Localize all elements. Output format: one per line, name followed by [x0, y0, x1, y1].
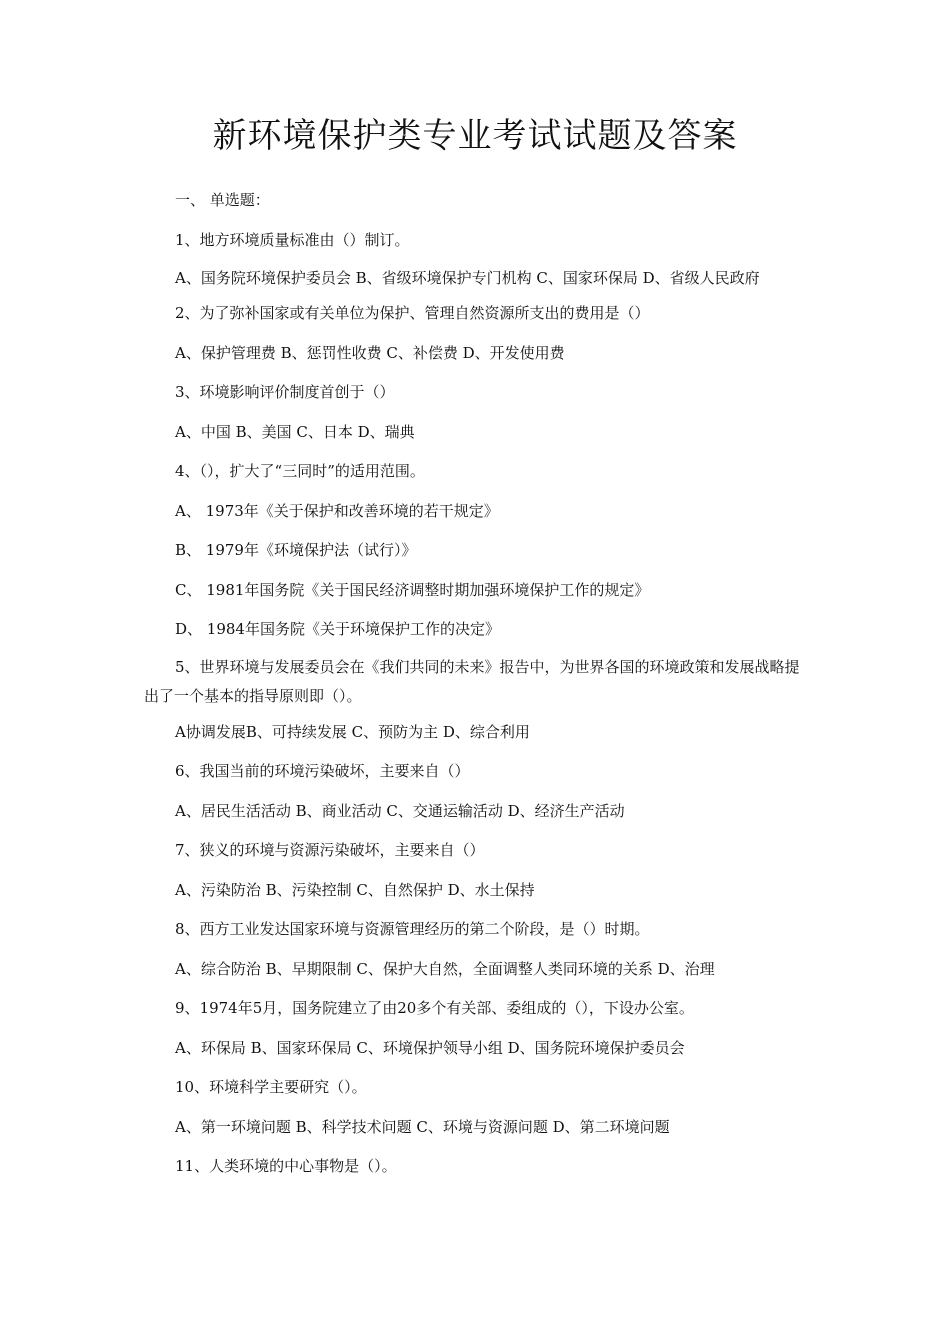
options-6: A、居民生活活动 B、商业活动 C、交通运输活动 D、经济生产活动 — [175, 801, 625, 820]
question-2: 2、为了弥补国家或有关单位为保护、管理自然资源所支出的费用是（） — [175, 304, 650, 322]
options-10: A、第一环境问题 B、科学技术问题 C、环境与资源问题 D、第二环境问题 — [175, 1117, 670, 1136]
question-4: 4、（），扩大了“三同时”的适用范围。 — [175, 462, 425, 480]
options-2: A、保护管理费 B、惩罚性收费 C、补偿费 D、开发使用费 — [175, 343, 565, 362]
question-3: 3、环境影响评价制度首创于（） — [175, 383, 395, 401]
option-4a: A、 1973年《关于保护和改善环境的若干规定》 — [175, 501, 499, 520]
question-7: 7、狭义的环境与资源污染破坏，主要来自（） — [175, 841, 485, 859]
question-6: 6、我国当前的环境污染破坏，主要来自（） — [175, 762, 470, 780]
options-8: A、综合防治 B、早期限制 C、保护大自然，全面调整人类同环境的关系 D、治理 — [175, 959, 715, 978]
question-10: 10、环境科学主要研究（）。 — [175, 1078, 367, 1096]
question-11: 11、人类环境的中心事物是（）。 — [175, 1157, 397, 1175]
options-5: A协调发展B、可持续发展 C、预防为主 D、综合利用 — [175, 722, 530, 741]
question-9: 9、1974年5月，国务院建立了由20多个有关部、委组成的（），下设办公室。 — [175, 999, 694, 1017]
document-body — [144, 186, 812, 1176]
option-4c: C、 1981年国务院《关于国民经济调整时期加强环境保护工作的规定》 — [175, 580, 650, 599]
question-5: 5、世界环境与发展委员会在《我们共同的未来》报告中，为世界各国的环境政策和发展战略提出了一个基本的指导原则即（）。 — [144, 658, 800, 705]
document-title: 新环境保护类专业考试试题及答案 — [212, 116, 738, 156]
options-1: A、国务院环境保护委员会 B、省级环境保护专门机构 C、国家环保局 D、省级人民政府 — [175, 268, 760, 287]
option-4d: D、 1984年国务院《关于环境保护工作的决定》 — [175, 620, 500, 638]
question-8: 8、西方工业发达国家环境与资源管理经历的第二个阶段，是（）时期。 — [175, 920, 650, 938]
question-1: 1、地方环境质量标准由（）制订。 — [175, 230, 410, 249]
option-4b: B、 1979年《环境保护法（试行）》 — [175, 541, 417, 559]
options-3: A、中国 B、美国 C、日本 D、瑞典 — [175, 422, 415, 441]
section-heading: 一、 单选题： — [175, 191, 270, 209]
options-9: A、环保局 B、国家环保局 C、环境保护领导小组 D、国务院环境保护委员会 — [175, 1038, 685, 1057]
options-7: A、污染防治 B、污染控制 C、自然保护 D、水土保持 — [175, 880, 535, 899]
